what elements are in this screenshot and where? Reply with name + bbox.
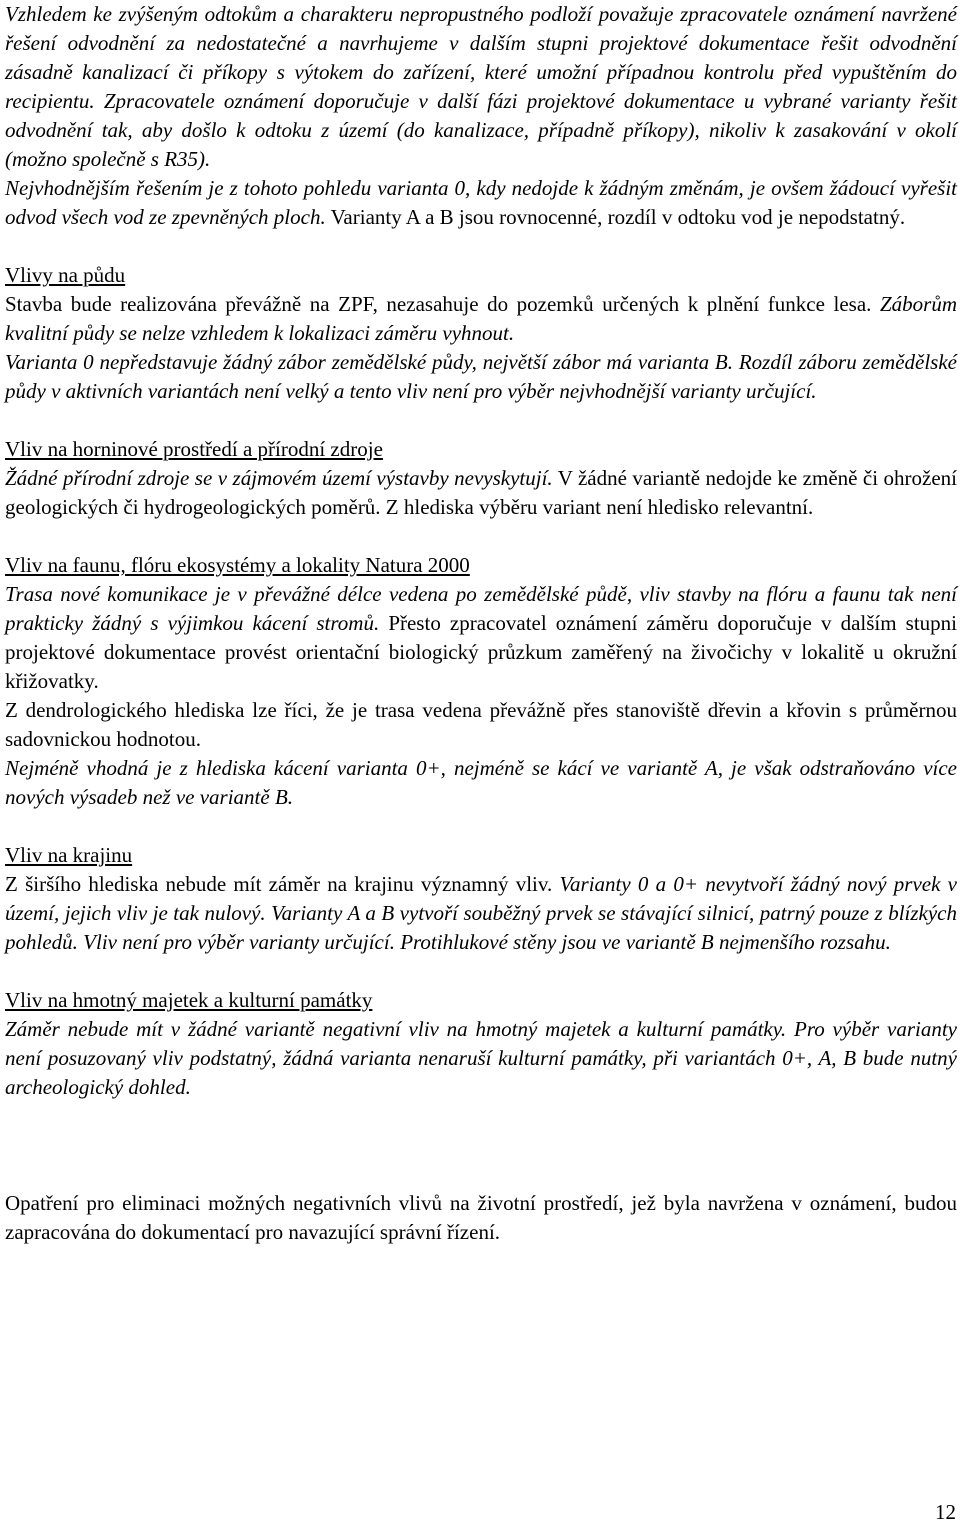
landscape-p1-d: Vliv není pro výběr varianty určující. Protihlukové stěny jsou ve variantě B nejmenšího rozsahu. [83, 930, 891, 954]
intro-p1-italic: Vzhledem ke zvýšeným odtokům a charakteru nepropustného podloží považuje zpracovatele oznámení navržené řešení odvodnění za nedostatečné a navrhujeme v dalším stupni projektové dokumentace řešit odvodnění zásadně kanalizací či příkopy s výtokem do zařízení, které umožní případnou kontrolu před vypuštěním do recipientu. [5, 2, 957, 113]
intro-paragraph-2 [5, 174, 957, 232]
geology-p1-normal: V žádné variantě nedojde ke změně či ohrožení geologických či hydrogeologických poměrů. Z hlediska výběru variant není hledisko relevantní. [5, 466, 957, 519]
landscape-p1-c: Varianty A a B vytvoří souběžný prvek se stávající silnicí, patrný pouze z blízkých pohledů. [5, 901, 957, 954]
section-heading-property: Vliv na hmotný majetek a kulturní památky [5, 988, 373, 1012]
fauna-p1-italic: Trasa nové komunikace je v převážné délce vedena po zemědělské půdě, vliv stavby na flóru a faunu tak není prakticky žádný s výjimkou kácení stromů. [5, 582, 957, 635]
soil-p1-normal: Stavba bude realizována převážně na ZPF, nezasahuje do pozemků určených k plnění funkce lesa. [5, 292, 872, 316]
fauna-paragraph-3: Nejméně vhodná je z hlediska kácení varianta 0+, nejméně se kácí ve variantě A, je však odstraňováno více nových výsadeb než ve variantě B. [5, 756, 957, 809]
intro-p1-italic-2: Zpracovatele oznámení doporučuje v další fázi projektové dokumentace u vybrané varianty řešit odvodnění tak, aby došlo k odtoku z území (do kanalizace, případně příkopy), nikoliv k zasakování v okolí (možno společně s R35). [5, 89, 958, 171]
intro-p2-normal: Varianty A a B jsou rovnocenné, rozdíl v odtoku vod je nepodstatný. [330, 205, 906, 229]
geology-paragraph-1 [5, 464, 957, 522]
soil-paragraph-2: Varianta 0 nepředstavuje žádný zábor zemědělské půdy, největší zábor má varianta B. Rozdíl záboru zemědělské půdy v aktivních variantách není velký a tento vliv není pro výběr nejvhodnější varianty určující. [5, 350, 957, 403]
landscape-p1-b: Varianty 0 a 0+ nevytvoří žádný nový prvek v území, jejich vliv je tak nulový. [5, 872, 957, 925]
landscape-paragraph-1 [5, 870, 957, 957]
fauna-paragraph-1 [5, 580, 957, 696]
soil-paragraph-1 [5, 290, 957, 348]
closing-paragraph: Opatření pro eliminaci možných negativních vlivů na životní prostředí, jež byla navržena v oznámení, budou zapracována do dokumentací pro navazující správní řízení. [5, 1191, 957, 1244]
soil-p1-italic: Záborům kvalitní půdy se nelze vzhledem k lokalizaci záměru vyhnout. [5, 292, 957, 345]
section-heading-fauna: Vliv na faunu, flóru ekosystémy a lokality Natura 2000 [5, 553, 470, 577]
property-paragraph-1 [5, 1015, 957, 1102]
section-heading-landscape: Vliv na krajinu [5, 843, 133, 867]
section-heading-soil: Vlivy na půdu [5, 263, 126, 287]
intro-p2-italic: Nejvhodnějším řešením je z tohoto pohledu varianta 0, kdy nedojde k žádným změnám, je ovšem žádoucí vyřešit odvod všech vod ze zpevněných ploch. [5, 176, 957, 229]
fauna-paragraph-2: Z dendrologického hlediska lze říci, že je trasa vedena převážně přes stanoviště dřevin a křovin s průměrnou sadovnickou hodnotou. [5, 698, 957, 751]
geology-p1-italic: Žádné přírodní zdroje se v zájmovém území výstavby nevyskytují. [5, 466, 553, 490]
property-p1-italic-2: Pro výběr varianty není posuzovaný vliv podstatný, žádná varianta nenaruší kulturní památky, při variantách 0+, A, B bude nutný archeologický dohled. [5, 1017, 957, 1099]
document-page [5, 0, 957, 1247]
intro-paragraph-1 [5, 0, 957, 174]
fauna-p1-normal: Přesto zpracovatel oznámení záměru doporučuje v dalším stupni projektové dokumentace provést orientační biologický průzkum zaměřený na živočichy v lokalitě u okružní křižovatky. [5, 611, 958, 693]
section-heading-geology: Vliv na horninové prostředí a přírodní zdroje [5, 437, 383, 461]
page-number: 12 [935, 1500, 956, 1524]
landscape-p1-a: Z širšího hlediska nebude mít záměr na krajinu významný vliv. [5, 872, 553, 896]
property-p1-italic: Záměr nebude mít v žádné variantě negativní vliv na hmotný majetek a kulturní památky. [5, 1017, 787, 1041]
